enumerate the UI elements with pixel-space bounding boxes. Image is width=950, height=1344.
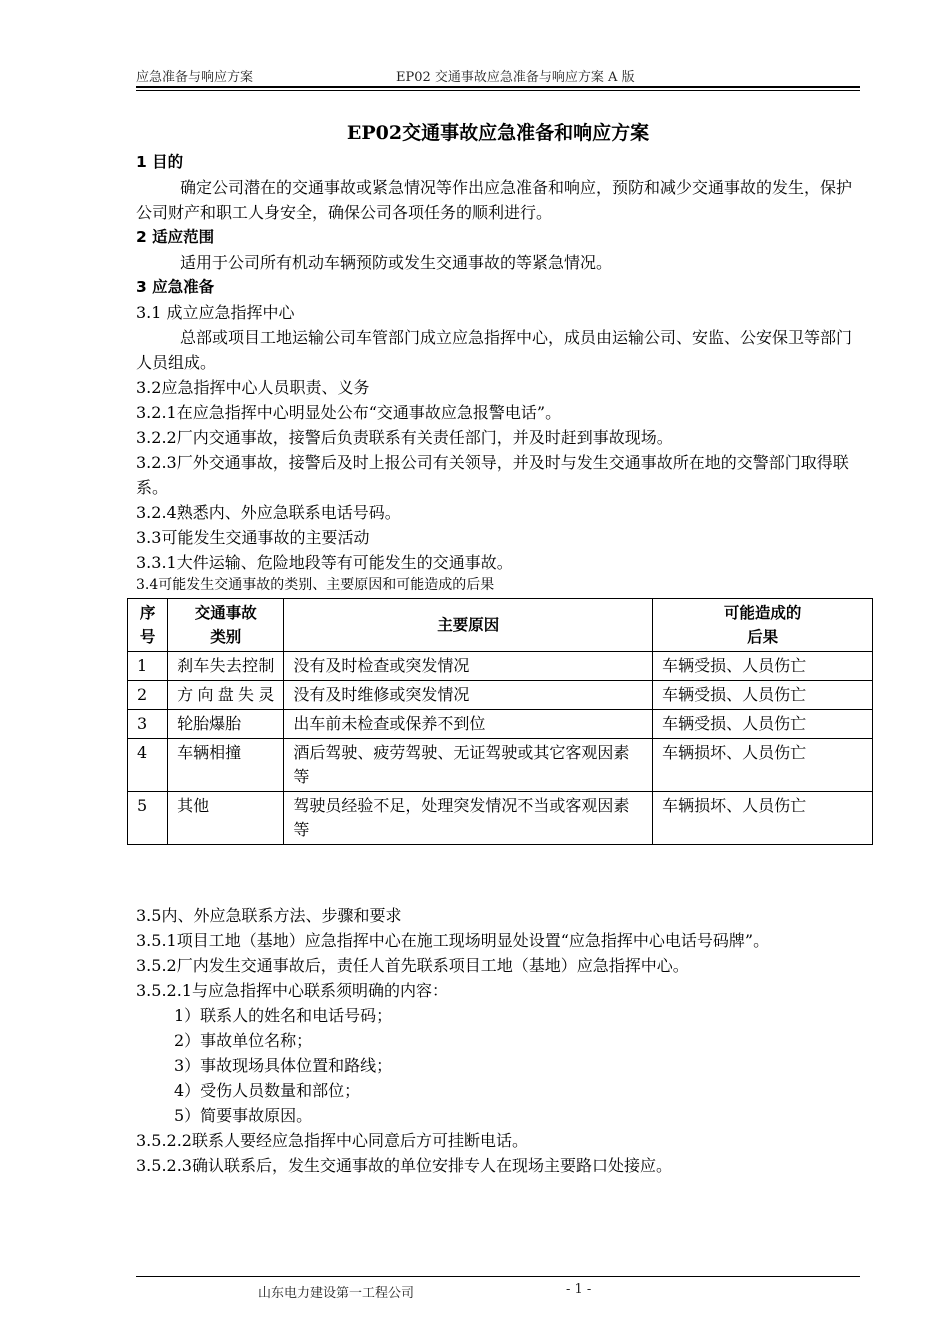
table-row	[128, 681, 873, 710]
table-row	[128, 739, 873, 792]
section-3-2-3: 3.2.3厂外交通事故，接警后及时上报公司有关领导，并及时与发生交通事故所在地的交警部门取得联系。	[136, 453, 849, 497]
section-3-3-heading: 3.3可能发生交通事故的主要活动	[136, 528, 370, 547]
row-no: 5	[128, 792, 168, 845]
row-result: 车辆受损、人员伤亡	[653, 652, 873, 681]
header-result	[653, 599, 873, 652]
row-result: 车辆受损、人员伤亡	[653, 681, 873, 710]
section-3-2-1: 3.2.1在应急指挥中心明显处公布“交通事故应急报警电话”。	[136, 403, 562, 422]
table-row	[128, 710, 873, 739]
row-cause: 出车前未检查或保养不到位	[284, 710, 653, 739]
table-header-row	[128, 599, 873, 652]
section-3-5-heading: 3.5内、外应急联系方法、步骤和要求	[136, 906, 402, 925]
row-type: 方向盘失灵	[168, 681, 284, 710]
section-3-1-heading: 3.1 成立应急指挥中心	[136, 303, 295, 322]
section-2-heading: 2 适应范围	[136, 228, 215, 246]
header-type-line2: 类别	[210, 628, 242, 646]
header-type-line1: 交通事故	[194, 604, 257, 622]
row-no: 1	[128, 652, 168, 681]
section-3-4-heading: 3.4可能发生交通事故的类别、主要原因和可能造成的后果	[136, 577, 495, 593]
header-left-text: 应急准备与响应方案	[136, 70, 254, 85]
row-result: 车辆损坏、人员伤亡	[653, 739, 873, 792]
row-cause: 没有及时维修或突发情况	[284, 681, 653, 710]
section-3-5-1: 3.5.1项目工地（基地）应急指挥中心在施工现场明显处设置“应急指挥中心电话号码牌”。	[136, 931, 770, 950]
row-no: 2	[128, 681, 168, 710]
row-type: 轮胎爆胎	[168, 710, 284, 739]
row-cause: 酒后驾驶、疲劳驾驶、无证驾驶或其它客观因素等	[284, 739, 653, 792]
row-result: 车辆损坏、人员伤亡	[653, 792, 873, 845]
row-type: 其他	[168, 792, 284, 845]
row-no: 4	[128, 739, 168, 792]
section-3-5-2-2: 3.5.2.2联系人要经应急指挥中心同意后方可挂断电话。	[136, 1131, 528, 1150]
header-no	[128, 599, 168, 652]
section-3-2-4: 3.2.4熟悉内、外应急联系电话号码。	[136, 503, 401, 522]
footer-company: 山东电力建设第一工程公司	[258, 1286, 415, 1301]
header-rule-thin	[136, 90, 860, 91]
section-3-3-1: 3.3.1大件运输、危险地段等有可能发生的交通事故。	[136, 553, 513, 572]
row-type: 刹车失去控制	[168, 652, 284, 681]
header-result-line2: 后果	[747, 628, 779, 646]
section-3-5-2-3: 3.5.2.3确认联系后，发生交通事故的单位安排专人在现场主要路口处接应。	[136, 1156, 672, 1175]
document-title: EP02交通事故应急准备和响应方案	[346, 122, 650, 144]
header-no-line2: 号	[139, 628, 156, 646]
section-3-2-2: 3.2.2厂内交通事故，接警后负责联系有关责任部门，并及时赶到事故现场。	[136, 428, 673, 447]
section-3-heading: 3 应急准备	[136, 278, 215, 296]
header-doc-title: EP02 交通事故应急准备与响应方案 A 版	[396, 70, 635, 85]
section-1-heading: 1 目的	[136, 153, 184, 171]
section-3-5-2: 3.5.2厂内发生交通事故后，责任人首先联系项目工地（基地）应急指挥中心。	[136, 956, 689, 975]
document-body	[136, 118, 860, 595]
list-item: 4）受伤人员数量和部位；	[174, 1081, 361, 1100]
section-3-2-heading: 3.2应急指挥中心人员职责、义务	[136, 378, 370, 397]
page-header	[136, 64, 860, 86]
footer-page-number: - 1 -	[566, 1282, 592, 1297]
section-2-body: 适用于公司所有机动车辆预防或发生交通事故的等紧急情况。	[180, 253, 613, 272]
header-result-line1: 可能造成的	[723, 604, 802, 622]
footer-rule	[136, 1276, 860, 1277]
header-rule-thick	[136, 86, 860, 88]
table-row	[128, 652, 873, 681]
accident-table	[127, 598, 873, 845]
section-3-5-2-1: 3.5.2.1与应急指挥中心联系须明确的内容：	[136, 981, 448, 1000]
row-cause: 驾驶员经验不足，处理突发情况不当或客观因素等	[284, 792, 653, 845]
section-3-5	[136, 903, 860, 1178]
list-item: 3）事故现场具体位置和路线；	[174, 1056, 393, 1075]
table-row	[128, 792, 873, 845]
list-item: 5）简要事故原因。	[174, 1106, 313, 1125]
row-type: 车辆相撞	[168, 739, 284, 792]
header-cause: 主要原因	[284, 599, 653, 652]
list-item: 2）事故单位名称；	[174, 1031, 313, 1050]
section-3-1-body: 总部或项目工地运输公司车管部门成立应急指挥中心，成员由运输公司、安监、公安保卫等部门人员组成。	[136, 328, 853, 372]
list-item: 1）联系人的姓名和电话号码；	[174, 1006, 393, 1025]
header-no-line1: 序	[139, 604, 156, 622]
row-result: 车辆受损、人员伤亡	[653, 710, 873, 739]
row-cause: 没有及时检查或突发情况	[284, 652, 653, 681]
row-no: 3	[128, 710, 168, 739]
header-type	[168, 599, 284, 652]
section-1-body: 确定公司潜在的交通事故或紧急情况等作出应急准备和响应，预防和减少交通事故的发生，保护公司财产和职工人身安全，确保公司各项任务的顺利进行。	[136, 178, 853, 222]
